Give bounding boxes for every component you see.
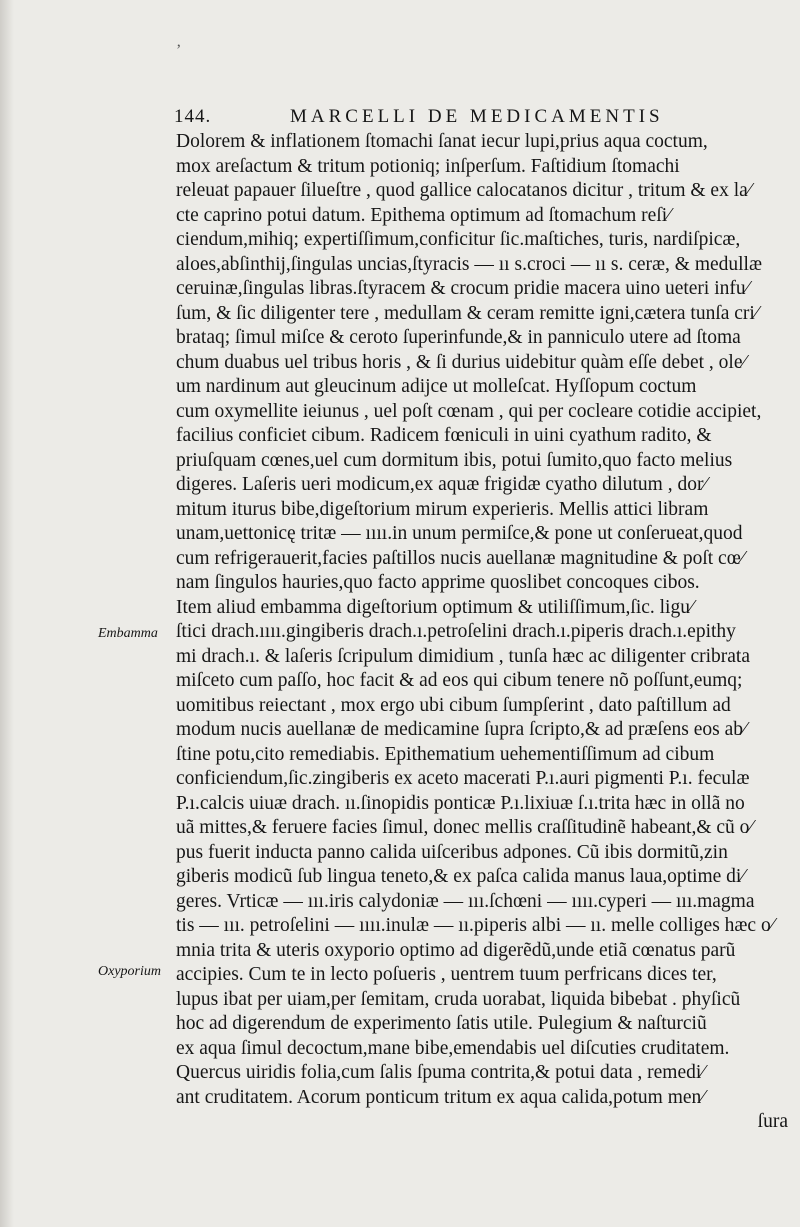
text-line: cum oxymellite ieiunus , uel poſt cœnam , qui per cocleare cotidie accipiet, [176,400,762,422]
text-line: tis — ııı. petroſelini — ıııı.inulæ — ıı.piperis albi — ıı. melle colliges hæc o⁄ [176,915,774,936]
text-line: lupus ibat per uiam,per ſemitam, cruda uorabat, liquida bibebat . phyſicũ [176,988,741,1010]
text-line: Item aliud embamma digeſtorium optimum & utiliſſimum,ſic. ligu⁄ [176,596,694,618]
text-line: modum nucis auellanæ de medicamine ſupra ſcripto,& ad præſens eos ab⁄ [176,719,747,740]
text-line: chum duabus uel tribus horis , & ſi durius uidebitur quàm eſſe debet , ole⁄ [176,351,746,373]
text-line: priuſquam cœnes,uel cum dormitum ibis, potui ſumito,quo facto melius [176,449,733,471]
text-line: aloes,abſinthij,ſingulas uncias,ſtyracis — ıı s.croci — ıı s. ceræ, & medullæ [176,253,762,275]
text-line: cum refrigerauerit,facies paſtillos nucis auellanæ magnitudine & poſt cœ⁄ [176,547,745,569]
text-line: ex aqua ſimul decoctum,mane bibe,emendabis uel diſcuties cruditatem. [176,1037,730,1059]
text-line: ſtici drach.ıııı.gingiberis drach.ı.petroſelini drach.ı.piperis drach.ı.epithy [176,621,736,642]
text-line: nam ſingulos hauries,quo facto apprime quoslibet concoques cibos. [176,572,700,593]
text-line: miſceto cum paſſo, hoc facit & ad eos qui cibum tenere nõ poſſunt,eumq; [176,670,743,691]
page-gutter-shadow [0,0,14,1227]
text-line: mnia trita & uteris oxyporio optimo ad digerẽdũ,unde etiã cœnatus parũ [176,939,736,961]
text-line: accipies. Cum te in lecto poſueris , uentrem tuum perfricans dices ter, [176,964,717,985]
text-line: conficiendum,ſic.zingiberis ex aceto macerati P.ı.auri pigmenti P.ı. feculæ [176,768,750,789]
page-header [0,102,800,132]
text-line: ciendum,mihiq; expertiſſimum,conficitur ſic.maſtiches, turis, nardiſpicæ, [176,229,741,250]
text-line: ſum, & ſic diligenter tere , medullam & ceram remitte igni,cætera tunſa cri⁄ [176,302,759,324]
text-line: unam,uettonicę tritæ — ıııı.in unum permiſce,& pone ut conſerueat,quod [176,523,743,544]
text-line: ceruinæ,ſingulas libras.ſtyracem & crocum pridie macera uino ueteri infu⁄ [176,278,749,299]
text-line: giberis modicũ ſub lingua teneto,& ex paſca calida manus laua,optime di⁄ [176,866,745,887]
text-line: uomitibus reiectant , mox ergo ubi cibum ſumpſerint , dato paſtillum ad [176,694,731,716]
text-line: geres. Vrticæ — ııı.iris calydoniæ — ııı.ſchœni — ıııı.cyperi — ııı.magma [176,890,755,912]
text-line: hoc ad digerendum de experimento ſatis utile. Pulegium & naſturciũ [176,1013,707,1034]
margin-note-oxyporium: Oxyporium [98,964,161,979]
text-line: Quercus uiridis folia,cum ſalis ſpuma contrita,& potui data , remedi⁄ [176,1062,705,1083]
text-line: mitum iturus bibe,digeſtorium mirum experieris. Mellis attici libram [176,498,709,520]
ink-mark: ʼ [176,42,182,59]
text-line: mi drach.ı. & laſeris ſcripulum dimidium , tunſa hæc ac diligenter cribrata [176,645,751,667]
text-line: brataq; ſimul miſce & ceroto ſuperinfunde,& in panniculo utere ad ſtoma [176,327,741,348]
text-line: facilius conficiet cibum. Radicem fœniculi in uini cyathum radito, & [176,425,712,446]
text-line: P.ı.calcis uiuæ drach. ıı.ſinopidis ponticæ P.ı.lixiuæ ſ.ı.trita hæc in ollã no [176,792,745,814]
text-line: uã mittes,& feruere facies ſimul, donec mellis craſſitudinẽ habeant,& cũ o⁄ [176,817,753,838]
text-line: ſura [757,1111,788,1132]
page-number: 144. [174,106,212,127]
text-line: digeres. Laſeris ueri modicum,ex aquæ frigidæ cyatho dilutum , dor⁄ [176,474,707,495]
text-line: mox areſactum & tritum potioniq; inſperſum. Faſtidium ſtomachi [176,155,680,177]
text-line: cte caprino potui datum. Epithema optimum ad ſtomachum reſi⁄ [176,204,671,226]
running-title: MARCELLI DE MEDICAMENTIS [290,106,664,127]
text-line: Dolorem & inflationem ſtomachi ſanat iecur lupi,prius aqua coctum, [176,131,708,152]
text-line: pus fuerit inducta panno calida uiſceribus adpones. Cũ ibis dormitũ,zin [176,841,728,863]
margin-note-embamma: Embamma [98,626,158,641]
text-line: ant cruditatem. Acorum ponticum tritum ex aqua calida,potum men⁄ [176,1086,705,1108]
text-line: releuat papauer ſilueſtre , quod gallice calocatanos dicitur , tritum & ex la⁄ [176,180,752,201]
text-line: um nardinum aut gleucinum adijce ut molleſcat. Hyſſopum coctum [176,376,697,397]
text-line: ſtine potu,cito remediabis. Epithematium uehementiſſimum ad cibum [176,743,715,765]
